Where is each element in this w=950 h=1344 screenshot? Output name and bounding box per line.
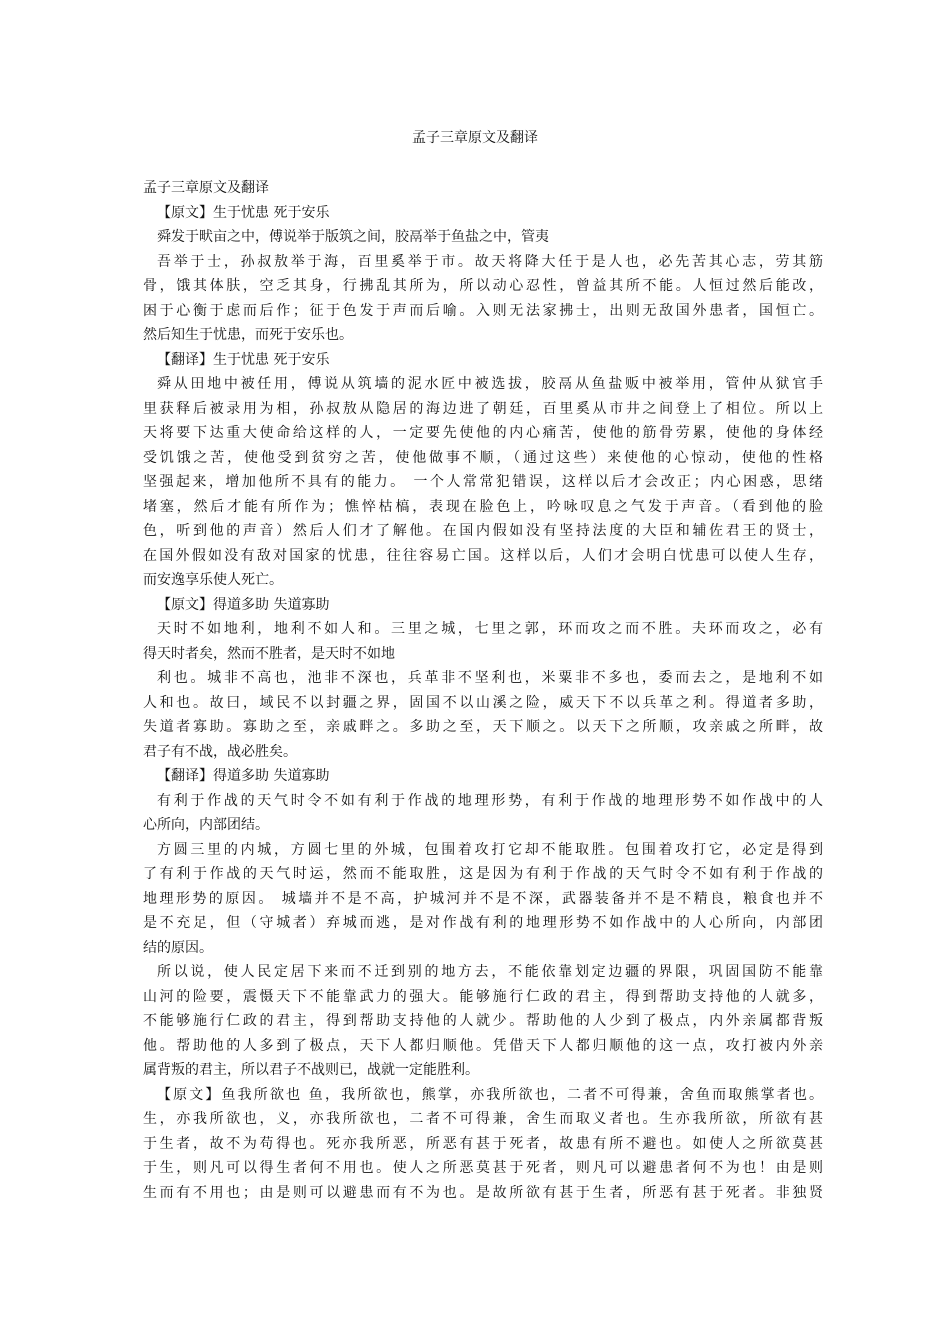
text-line: 方圆三里的内城，方圆七里的外城，包围着攻打它却不能取胜。包围着攻打它，必定是得到: [157, 841, 823, 858]
text-line: 不能够施行仁政的君主，得到帮助支持他的人就少。帮助他的人少到了极点，内外亲属都背叛: [143, 1013, 823, 1029]
text-line: 里获释后被录用为相，孙叔敖从隐居的海边进了朝廷，百里奚从市井之间登上了相位。所以上: [143, 400, 823, 417]
text-line: 他。帮助他的人多到了极点，天下人都归顺他。凭借天下人都归顺他的这一点，攻打被内外亲: [143, 1037, 823, 1054]
text-line: 吾举于士，孙叔敖举于海，百里奚举于市。故天将降大任于是人也，必先苦其心志，劳其筋: [157, 253, 823, 270]
text-line: 失道者寡助。寡助之至，亲戚畔之。多助之至，天下顺之。以天下之所顺，攻亲戚之所畔，故: [143, 719, 823, 735]
text-line: 【翻译】生于忧患 死于安乐: [157, 351, 330, 368]
text-line: 生而有不用也；由是则可以避患而有不为也。是故所欲有甚于生者，所恶有甚于死者。非独贤: [143, 1184, 823, 1201]
text-line: 结的原因。: [143, 939, 213, 956]
text-line: 【原文】鱼我所欲也 鱼，我所欲也，熊掌，亦我所欲也，二者不可得兼，舍鱼而取熊掌者也。: [157, 1086, 823, 1103]
text-line: 色，听到他的声音）然后人们才了解他。在国内假如没有坚持法度的大臣和辅佐君王的贤士，: [143, 523, 823, 539]
text-line: 骨，饿其体肤，空乏其身，行拂乱其所为，所以动心忍性，曾益其所不能。人恒过然后能改，: [143, 278, 823, 294]
text-line: 坚强起来，增加他所不具有的能力。 一个人常常犯错误，这样以后才会改正；内心困惑，思绪: [143, 474, 823, 490]
text-line: 而安逸享乐使人死亡。: [143, 572, 283, 588]
text-line: 山河的险要，震慑天下不能靠武力的强大。能够施行仁政的君主，得到帮助支持他的人就多，: [143, 988, 823, 1005]
text-line: 【原文】得道多助 失道寡助: [157, 596, 330, 613]
text-line: 得天时者矣，然而不胜者，是天时不如地: [143, 645, 395, 662]
text-line: 天时不如地利，地利不如人和。三里之城，七里之郭，环而攻之而不胜。夫环而攻之，必有: [157, 621, 823, 637]
text-line: 【原文】生于忧患 死于安乐: [157, 204, 330, 221]
text-line: 地理形势的原因。 城墙并不是不高，护城河并不是不深，武器装备并不是不精良，粮食也并不: [143, 890, 823, 907]
text-line: 属背叛的君主，所以君子不战则已，战就一定能胜利。: [143, 1062, 479, 1078]
text-line: 【翻译】得道多助 失道寡助: [157, 768, 330, 784]
text-line: 困于心衡于虑而后作；征于色发于声而后喻。入则无法家拂士，出则无敌国外患者，国恒亡。: [143, 302, 823, 319]
text-line: 生，亦我所欲也，义，亦我所欲也，二者不可得兼，舍生而取义者也。生亦我所欲，所欲有甚: [143, 1111, 823, 1127]
text-line: 人和也。故曰，域民不以封疆之界，固国不以山溪之险，威天下不以兵革之利。得道者多助，: [143, 694, 823, 711]
text-line: 受饥饿之苦，使他受到贫穷之苦，使他做事不顺，（通过这些）来使他的心惊动，使他的性格: [143, 449, 823, 466]
text-line: 舜发于畎亩之中，傅说举于版筑之间，胶鬲举于鱼盐之中，管夷: [157, 229, 549, 245]
text-line: 了有利于作战的天气时运，然而不能取胜，这是因为有利于作战的天气时令不如有利于作战的: [143, 866, 823, 882]
document-title: 孟子三章原文及翻译: [412, 130, 538, 146]
text-line: 在国外假如没有敌对国家的忧患，往往容易亡国。这样以后，人们才会明白忧患可以使人生存，: [143, 547, 823, 564]
document-body: [143, 176, 823, 1205]
text-line: 是不充足，但（守城者）弃城而逃，是对作战有利的地理形势不如作战中的人心所向，内部团: [143, 915, 823, 931]
text-line: 孟子三章原文及翻译: [143, 180, 269, 196]
text-line: 天将要下达重大使命给这样的人，一定要先使他的内心痛苦，使他的筋骨劳累，使他的身体经: [143, 425, 823, 441]
text-line: 利也。城非不高也，池非不深也，兵革非不坚利也，米粟非不多也，委而去之，是地利不如: [157, 670, 823, 686]
text-line: 于生者，故不为苟得也。死亦我所恶，所恶有甚于死者，故患有所不避也。如使人之所欲莫甚: [143, 1135, 823, 1152]
text-line: 然后知生于忧患，而死于安乐也。: [143, 327, 353, 343]
text-line: 所以说，使人民定居下来而不迁到别的地方去，不能依靠划定边疆的界限，巩固国防不能靠: [157, 964, 823, 980]
text-line: 有利于作战的天气时令不如有利于作战的地理形势，有利于作战的地理形势不如作战中的人: [157, 792, 823, 809]
text-line: 于生，则凡可以得生者何不用也。使人之所恶莫甚于死者，则凡可以避患者何不为也！由是则: [143, 1160, 823, 1176]
text-line: 舜从田地中被任用，傅说从筑墙的泥水匠中被选拔，胶鬲从鱼盐贩中被举用，管仲从狱官手: [157, 376, 823, 392]
text-line: 心所向，内部团结。: [143, 817, 269, 833]
text-line: 君子有不战，战必胜矣。: [143, 743, 297, 760]
text-line: 堵塞，然后才能有所作为；憔悴枯槁，表现在脸色上，吟咏叹息之气发于声音。（看到他的脸: [143, 498, 823, 515]
